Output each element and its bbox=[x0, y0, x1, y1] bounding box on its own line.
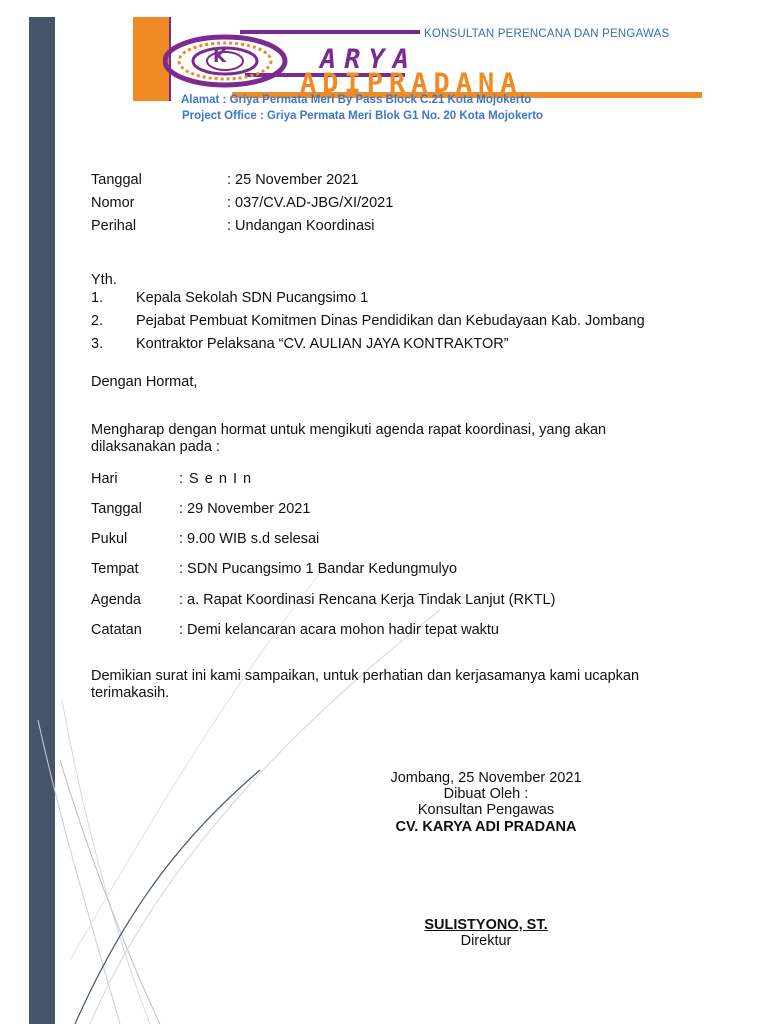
meta-value: : 25 November 2021 bbox=[227, 172, 359, 188]
list-item: Kepala Sekolah SDN Pucangsimo 1 bbox=[136, 290, 369, 306]
signature-made-by: Dibuat Oleh : bbox=[443, 786, 529, 802]
signature-place-date: Jombang, 25 November 2021 bbox=[390, 770, 582, 786]
company-tagline: KONSULTAN PERENCANA DAN PENGAWAS bbox=[424, 28, 670, 40]
schedule-label: Tempat bbox=[91, 561, 139, 577]
signature-company: CV. KARYA ADI PRADANA bbox=[395, 819, 577, 835]
list-item-number: 1. bbox=[91, 290, 104, 306]
closing-paragraph: Demikian surat ini kami sampaikan, untuk perhatian dan kerjasamanya kami ucapkan terimakasih. bbox=[91, 668, 640, 701]
meta-value: : Undangan Koordinasi bbox=[227, 218, 375, 234]
list-item: Pejabat Pembuat Komitmen Dinas Pendidikan dan Kebudayaan Kab. Jombang bbox=[136, 313, 645, 329]
schedule-label: Tanggal bbox=[91, 501, 142, 517]
list-item: Kontraktor Pelaksana “CV. AULIAN JAYA KONTRAKTOR” bbox=[136, 336, 509, 352]
meta-label: Perihal bbox=[91, 218, 137, 234]
meta-value: : 037/CV.AD-JBG/XI/2021 bbox=[227, 195, 394, 211]
schedule-label: Agenda bbox=[91, 592, 141, 608]
signer-title: Direktur bbox=[460, 933, 512, 949]
list-item-number: 3. bbox=[91, 336, 104, 352]
schedule-label: Catatan bbox=[91, 622, 142, 638]
company-address: Alamat : Griya Permata Meri By Pass Block C.21 Kota Mojokerto bbox=[181, 94, 532, 106]
greeting: Dengan Hormat, bbox=[91, 374, 198, 390]
intro-paragraph: Mengharap dengan hormat untuk mengikuti agenda rapat koordinasi, yang akan dilaksanakan pada : bbox=[91, 422, 607, 455]
schedule-value: : SDN Pucangsimo 1 Bandar Kedungmulyo bbox=[179, 561, 458, 577]
schedule-value: : a. Rapat Koordinasi Rencana Kerja Tindak Lanjut (RKTL) bbox=[179, 592, 556, 608]
project-office-address: Project Office : Griya Permata Meri Blok G1 No. 20 Kota Mojokerto bbox=[182, 110, 544, 122]
logo-letter: K bbox=[213, 47, 227, 67]
meta-label: Nomor bbox=[91, 195, 135, 211]
signature-role: Konsultan Pengawas bbox=[417, 802, 555, 818]
sidebar-bar bbox=[29, 17, 55, 1024]
company-logo-emblem bbox=[163, 33, 303, 89]
schedule-value: : 29 November 2021 bbox=[179, 501, 311, 517]
company-name-word2: ADIPRADANA bbox=[300, 68, 523, 99]
list-item-number: 2. bbox=[91, 313, 104, 329]
schedule-label: Hari bbox=[91, 471, 118, 487]
signer-name: SULISTYONO, ST. bbox=[424, 917, 548, 933]
schedule-value: : 9.00 WIB s.d selesai bbox=[179, 531, 320, 547]
meta-label: Tanggal bbox=[91, 172, 142, 188]
schedule-label: Pukul bbox=[91, 531, 128, 547]
schedule-value: : Demi kelancaran acara mohon hadir tepat waktu bbox=[179, 622, 499, 638]
company-name-word1: ARYA bbox=[320, 44, 418, 75]
salutation: Yth. bbox=[91, 272, 117, 288]
schedule-value: : S e n I n bbox=[179, 471, 253, 487]
